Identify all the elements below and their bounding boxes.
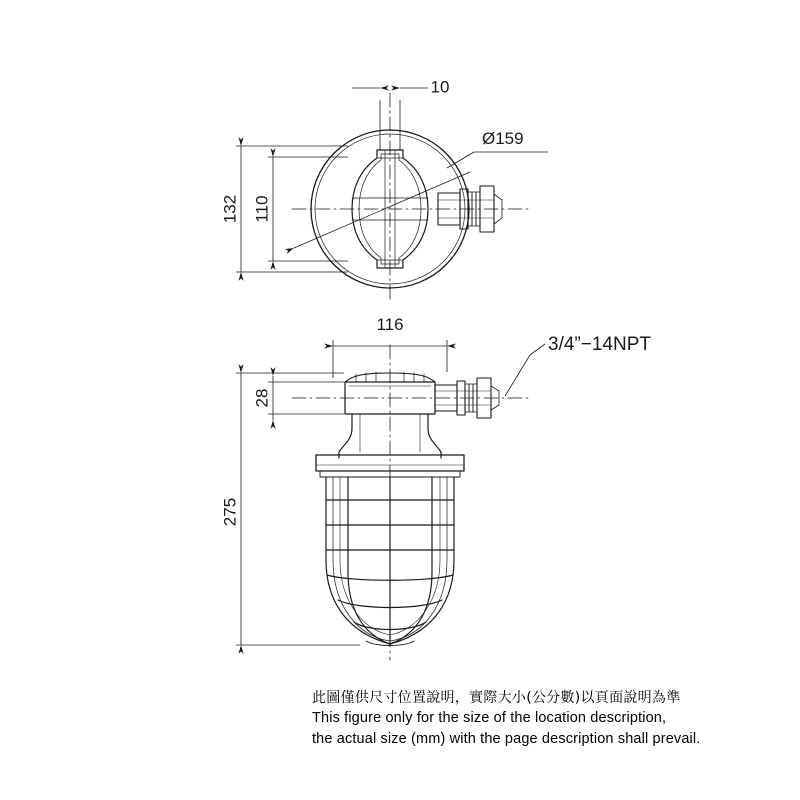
note-line-english-1: This figure only for the size of the location description, <box>312 710 667 727</box>
dim-text-116: 116 <box>376 315 404 334</box>
dim-text-28: 28 <box>252 388 272 408</box>
note-line-english-2: the actual size (mm) with the page description shall prevail. <box>312 731 701 748</box>
note-line-chinese: 此圖僅供尺寸位置說明，實際大小(公分數)以頁面說明為準 <box>312 690 681 706</box>
front-view-guard-cage <box>326 477 454 646</box>
dim-dia159-leader <box>447 152 474 168</box>
dim-text-npt: 3/4”−14NPT <box>548 334 651 355</box>
dim-npt-leader-shelf <box>530 344 545 355</box>
dim-text-110: 110 <box>252 195 272 223</box>
dim-text-10: 10 <box>430 77 450 97</box>
top-view-dimension-texts <box>220 77 523 223</box>
dim-text-dia159: Ø159 <box>482 129 524 148</box>
top-view-section-line <box>294 172 470 248</box>
dim-text-275: 275 <box>220 497 240 527</box>
drawing-notes <box>312 688 782 750</box>
top-view-dimensions <box>236 88 548 272</box>
top-view-group <box>292 93 530 300</box>
front-view-group <box>292 345 530 660</box>
dim-npt-leader <box>505 355 530 396</box>
dim-text-132: 132 <box>220 194 240 224</box>
front-view-dimension-texts <box>220 315 651 526</box>
